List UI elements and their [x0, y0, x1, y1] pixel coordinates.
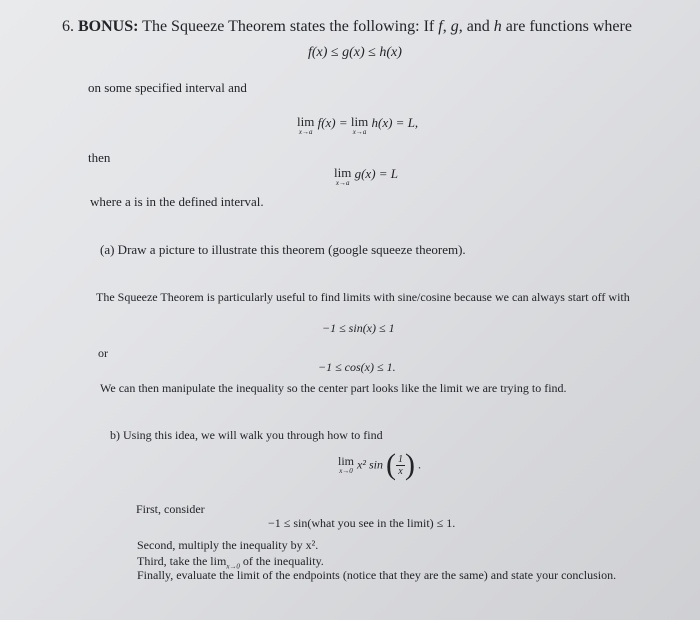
f-symbol: f	[438, 18, 443, 35]
then-word: then	[88, 150, 111, 165]
lim-h-expr: h(x) = L,	[371, 115, 419, 130]
cos-inequality: −1 ≤ cos(x) ≤ 1.	[318, 360, 396, 374]
and-word: and	[466, 18, 490, 35]
finally-step: Finally, evaluate the limit of the endpoints (notice that they are the same) and state your conclusion.	[137, 568, 617, 582]
sin-inequality: −1 ≤ sin(x) ≤ 1	[322, 321, 395, 335]
limit-operator-3: lim x→a	[334, 165, 352, 187]
limit-operator-2: lim x→a	[350, 114, 369, 136]
limit-operator-4: lim x→0	[338, 454, 355, 475]
one-over-x-fraction: $\frac{1}{x}$	[397, 453, 403, 477]
limit-operator: lim x→a	[297, 114, 315, 136]
target-limit-expression: lim x→0 x² sin ( $\frac{1}{x}$ ) .	[338, 448, 421, 481]
explain-paragraph-1: The Squeeze Theorem is particularly useful to find limits with sine/cosine because we can always start off with	[96, 290, 630, 304]
h-symbol: h	[493, 18, 502, 35]
first-step: First, consider	[136, 502, 205, 516]
where-text: where a is in the defined interval.	[90, 194, 264, 209]
limit-equation	[297, 115, 418, 136]
intro-end-text: are functions where	[505, 18, 632, 35]
third-step: Third, take the $\lim_{x\to 0}$ of the inequality.	[137, 554, 324, 571]
lim-g-expr: g(x) = L	[354, 166, 399, 181]
second-step: Second, multiply the inequality by x².	[137, 538, 319, 552]
interval-text: on some specified interval and	[88, 80, 247, 95]
or-word: or	[98, 346, 108, 360]
fgh-inequality: f(x) ≤ g(x) ≤ h(x)	[308, 45, 402, 60]
lim-f-expr: f(x) =	[317, 115, 348, 130]
consider-inequality: −1 ≤ sin(what you see in the limit) ≤ 1.	[268, 516, 456, 530]
bonus-label: BONUS:	[78, 18, 139, 35]
explain-paragraph-2: We can then manipulate the inequality so the center part looks like the limit we are trying to find.	[100, 381, 567, 395]
problem-number: 6.	[62, 18, 74, 35]
limit-g-equation	[334, 166, 398, 187]
g-symbol: g	[450, 18, 459, 35]
part-a-text: (a) Draw a picture to illustrate this theorem (google squeeze theorem).	[100, 242, 466, 257]
part-b-text: b) Using this idea, we will walk you through how to find	[110, 428, 383, 442]
intro-text: The Squeeze Theorem states the following: If	[142, 18, 435, 35]
problem-heading: 6. BONUS: The Squeeze Theorem states the following: If f, g, and h are functions where	[62, 18, 632, 35]
x-squared-sin: x² sin	[357, 457, 383, 472]
